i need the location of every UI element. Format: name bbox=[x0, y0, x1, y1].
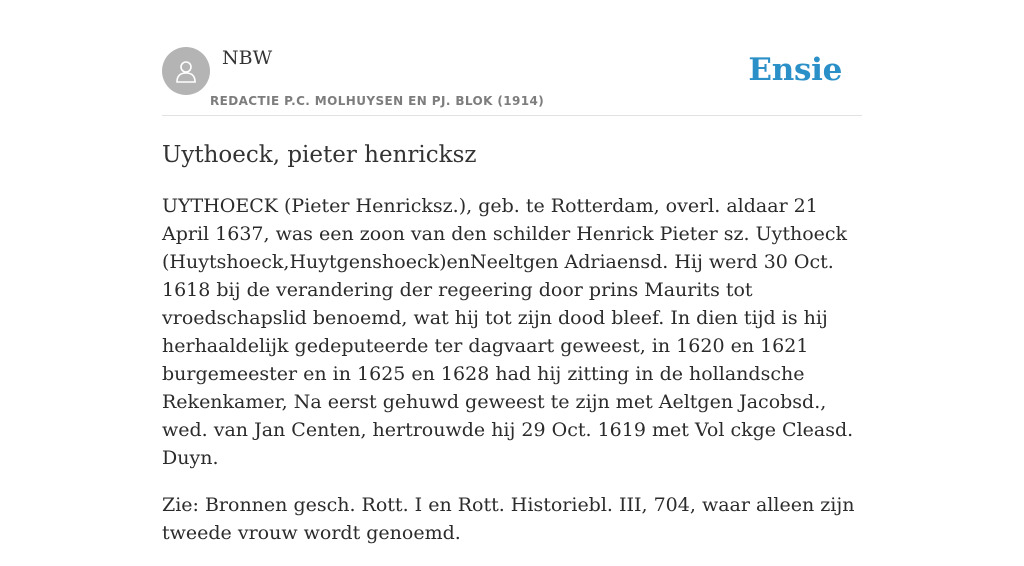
article-card bbox=[162, 0, 862, 544]
page-title: Uythoeck, pieter henricksz bbox=[162, 142, 477, 168]
article-paragraph: Zie: Bronnen gesch. Rott. I en Rott. Historiebl. III, 704, waar alleen zijn tweede vrouw wordt genoemd. bbox=[162, 494, 855, 544]
avatar bbox=[162, 47, 210, 95]
article-body bbox=[162, 192, 862, 566]
source-name[interactable]: NBW bbox=[222, 47, 273, 69]
brand-logo[interactable]: Ensie bbox=[748, 52, 842, 88]
article-paragraph: UYTHOECK (Pieter Henricksz.), geb. te Rotterdam, overl. aldaar 21 April 1637, was een zoon van den schilder Henrick Pieter sz. Uythoeck (Huytshoeck,Huytgenshoeck)enNeeltgen Adriaensd. Hij werd 30 Oct. 1618 bij de verandering der regeering door prins Maurits tot vroedschapslid benoemd, wat hij tot zijn dood bleef. In dien tijd is hij herhaaldelijk gedeputeerde ter dagvaart geweest, in 1620 en 1621 burgemeester en in 1625 en 1628 had hij zitting in de hollandsche Rekenkamer, Na eerst gehuwd geweest te zijn met Aeltgen Jacobsd., wed. van Jan Centen, hertrouwde hij 29 Oct. 1619 met Vol ckge Cleasd. Duyn. bbox=[162, 195, 854, 469]
user-icon bbox=[172, 57, 200, 85]
article-header bbox=[162, 0, 862, 116]
source-subtitle: REDACTIE P.C. MOLHUYSEN EN PJ. BLOK (1914) bbox=[210, 94, 545, 108]
